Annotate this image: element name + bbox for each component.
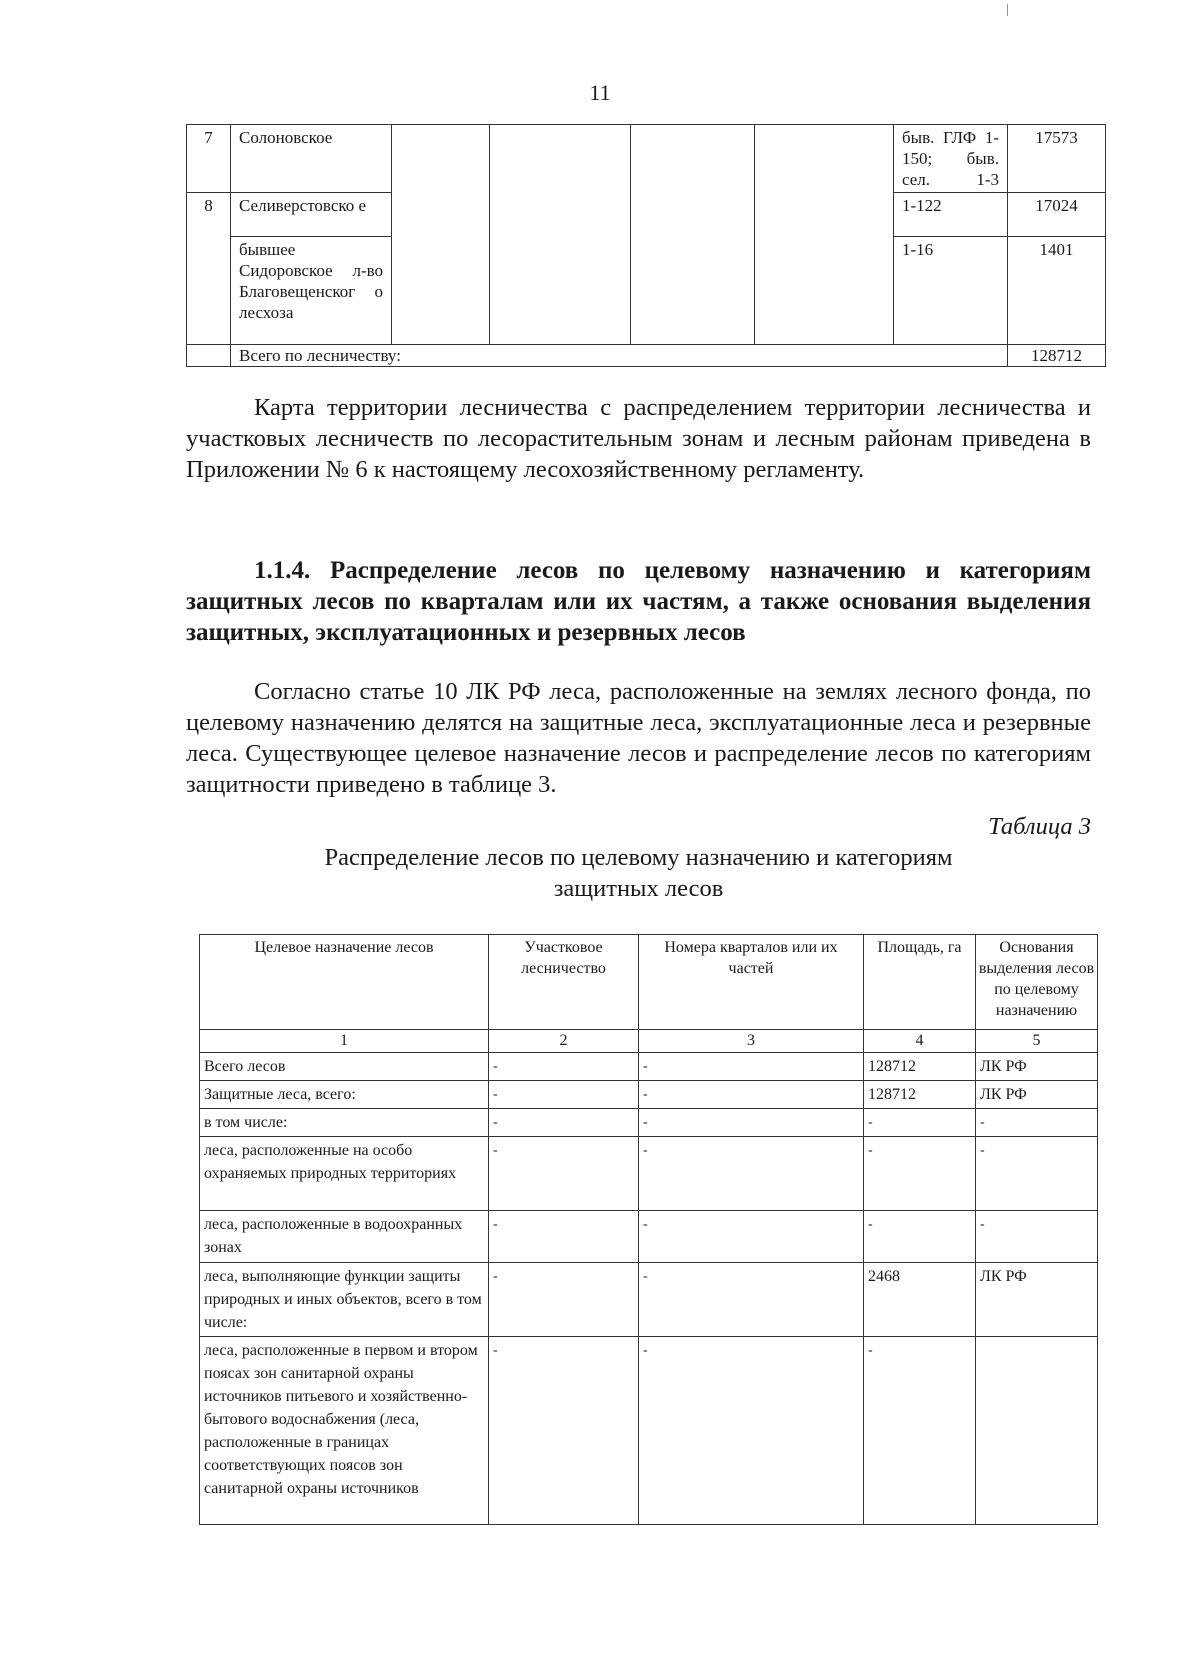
row-number: 7 bbox=[187, 125, 231, 193]
area-cell: - bbox=[864, 1137, 976, 1211]
table-row bbox=[200, 1081, 1098, 1109]
area-cell: 1401 bbox=[1008, 237, 1106, 345]
col-number: 2 bbox=[489, 1030, 639, 1053]
table-row bbox=[200, 1211, 1098, 1263]
col-number: 5 bbox=[976, 1030, 1098, 1053]
district-cell: - bbox=[489, 1211, 639, 1263]
purpose-cell: Защитные леса, всего: bbox=[200, 1081, 489, 1109]
scan-mark bbox=[1007, 4, 1008, 16]
forest-purpose-table bbox=[199, 934, 1098, 1525]
table-header-row bbox=[200, 935, 1098, 1030]
kvartaly-cell: - bbox=[639, 1337, 864, 1525]
basis-cell: - bbox=[976, 1211, 1098, 1263]
purpose-cell: Всего лесов bbox=[200, 1053, 489, 1081]
paragraph-lk: Согласно статье 10 ЛК РФ леса, расположенные на землях лесного фонда, по целевому назначению делятся на защитные леса, эксплуатационные леса и резервные леса. Существующее целевое назначение лесов и распределение лесов по категориям защитности приведено в таблице 3. bbox=[186, 678, 1091, 798]
forestry-districts-table bbox=[186, 124, 1106, 367]
kvartaly-cell: 1-122 bbox=[894, 193, 1008, 237]
empty-cell bbox=[755, 125, 894, 345]
district-cell: - bbox=[489, 1263, 639, 1337]
table-row bbox=[200, 1137, 1098, 1211]
header-basis: Основания выделения лесов по целевому назначению bbox=[976, 935, 1098, 1030]
district-cell: - bbox=[489, 1337, 639, 1525]
district-cell: - bbox=[489, 1053, 639, 1081]
area-cell: - bbox=[864, 1211, 976, 1263]
header-purpose: Целевое назначение лесов bbox=[200, 935, 489, 1030]
basis-cell bbox=[976, 1337, 1098, 1525]
table-row bbox=[200, 1109, 1098, 1137]
total-label: Всего по лесничеству: bbox=[231, 345, 1008, 367]
district-cell: - bbox=[489, 1081, 639, 1109]
basis-cell: ЛК РФ bbox=[976, 1053, 1098, 1081]
basis-cell: ЛК РФ bbox=[976, 1263, 1098, 1337]
paragraph-map: Карта территории лесничества с распределением территории лесничества и участковых лесничеств по лесорастительным зонам и лесным районам приведена в Приложении № 6 к настоящему лесохозяйственному регламенту. bbox=[186, 394, 1091, 483]
table-row bbox=[200, 1337, 1098, 1525]
district-name: Солоновское bbox=[231, 125, 392, 193]
kvartaly-cell: - bbox=[639, 1053, 864, 1081]
area-cell: 2468 bbox=[864, 1263, 976, 1337]
purpose-cell: в том числе: bbox=[200, 1109, 489, 1137]
empty-cell bbox=[187, 345, 231, 367]
area-cell: 128712 bbox=[864, 1053, 976, 1081]
purpose-cell: леса, расположенные на особо охраняемых природных территориях bbox=[200, 1137, 489, 1211]
basis-cell: - bbox=[976, 1137, 1098, 1211]
kvartaly-cell: 1-16 bbox=[894, 237, 1008, 345]
table-number: Таблица 3 bbox=[988, 813, 1091, 840]
area-cell: 17573 bbox=[1008, 125, 1106, 193]
area-cell: - bbox=[864, 1109, 976, 1137]
empty-cell bbox=[490, 125, 631, 345]
district-cell: - bbox=[489, 1109, 639, 1137]
district-name: бывшее Сидоровское л-во Благовещенског о лесхоза bbox=[231, 237, 392, 345]
district-cell: - bbox=[489, 1137, 639, 1211]
kvartaly-cell: - bbox=[639, 1109, 864, 1137]
table-row bbox=[187, 125, 1106, 193]
area-cell: - bbox=[864, 1337, 976, 1525]
section-heading: 1.1.4. Распределение лесов по целевому назначению и категориям защитных лесов по кварталам или их частям, а также основания выделения защитных, эксплуатационных и резервных лесов bbox=[186, 557, 1091, 646]
header-kvartaly: Номера кварталов или их частей bbox=[639, 935, 864, 1030]
kvartaly-cell: - bbox=[639, 1263, 864, 1337]
col-number: 4 bbox=[864, 1030, 976, 1053]
row-number bbox=[187, 237, 231, 345]
purpose-cell: леса, расположенные в водоохранных зонах bbox=[200, 1211, 489, 1263]
total-value: 128712 bbox=[1008, 345, 1106, 367]
empty-cell bbox=[631, 125, 755, 345]
kvartaly-cell: - bbox=[639, 1211, 864, 1263]
purpose-cell: леса, выполняющие функции защиты природных и иных объектов, всего в том числе: bbox=[200, 1263, 489, 1337]
header-area: Площадь, га bbox=[864, 935, 976, 1030]
header-district: Участковое лесничество bbox=[489, 935, 639, 1030]
basis-cell: ЛК РФ bbox=[976, 1081, 1098, 1109]
col-number: 3 bbox=[639, 1030, 864, 1053]
basis-cell: - bbox=[976, 1109, 1098, 1137]
table-row bbox=[200, 1263, 1098, 1337]
kvartaly-cell: - bbox=[639, 1081, 864, 1109]
purpose-cell: леса, расположенные в первом и втором поясах зон санитарной охраны источников питьевого и хозяйственно-бытового водоснабжения (леса, расположенные в границах соответствующих поясов зон санитарной охраны источников bbox=[200, 1337, 489, 1525]
table-title: Распределение лесов по целевому назначению и категориям защитных лесов bbox=[324, 844, 953, 902]
row-number: 8 bbox=[187, 193, 231, 237]
column-numbers-row bbox=[200, 1030, 1098, 1053]
col-number: 1 bbox=[200, 1030, 489, 1053]
table-row bbox=[200, 1053, 1098, 1081]
area-cell: 17024 bbox=[1008, 193, 1106, 237]
district-name: Селиверстовско е bbox=[231, 193, 392, 237]
kvartaly-cell: - bbox=[639, 1137, 864, 1211]
kvartaly-cell: быв. ГЛФ 1-150; быв. сел. 1-3 bbox=[894, 125, 1008, 193]
page-number: 11 bbox=[589, 80, 611, 105]
empty-cell bbox=[392, 125, 490, 345]
table-total-row bbox=[187, 345, 1106, 367]
area-cell: 128712 bbox=[864, 1081, 976, 1109]
